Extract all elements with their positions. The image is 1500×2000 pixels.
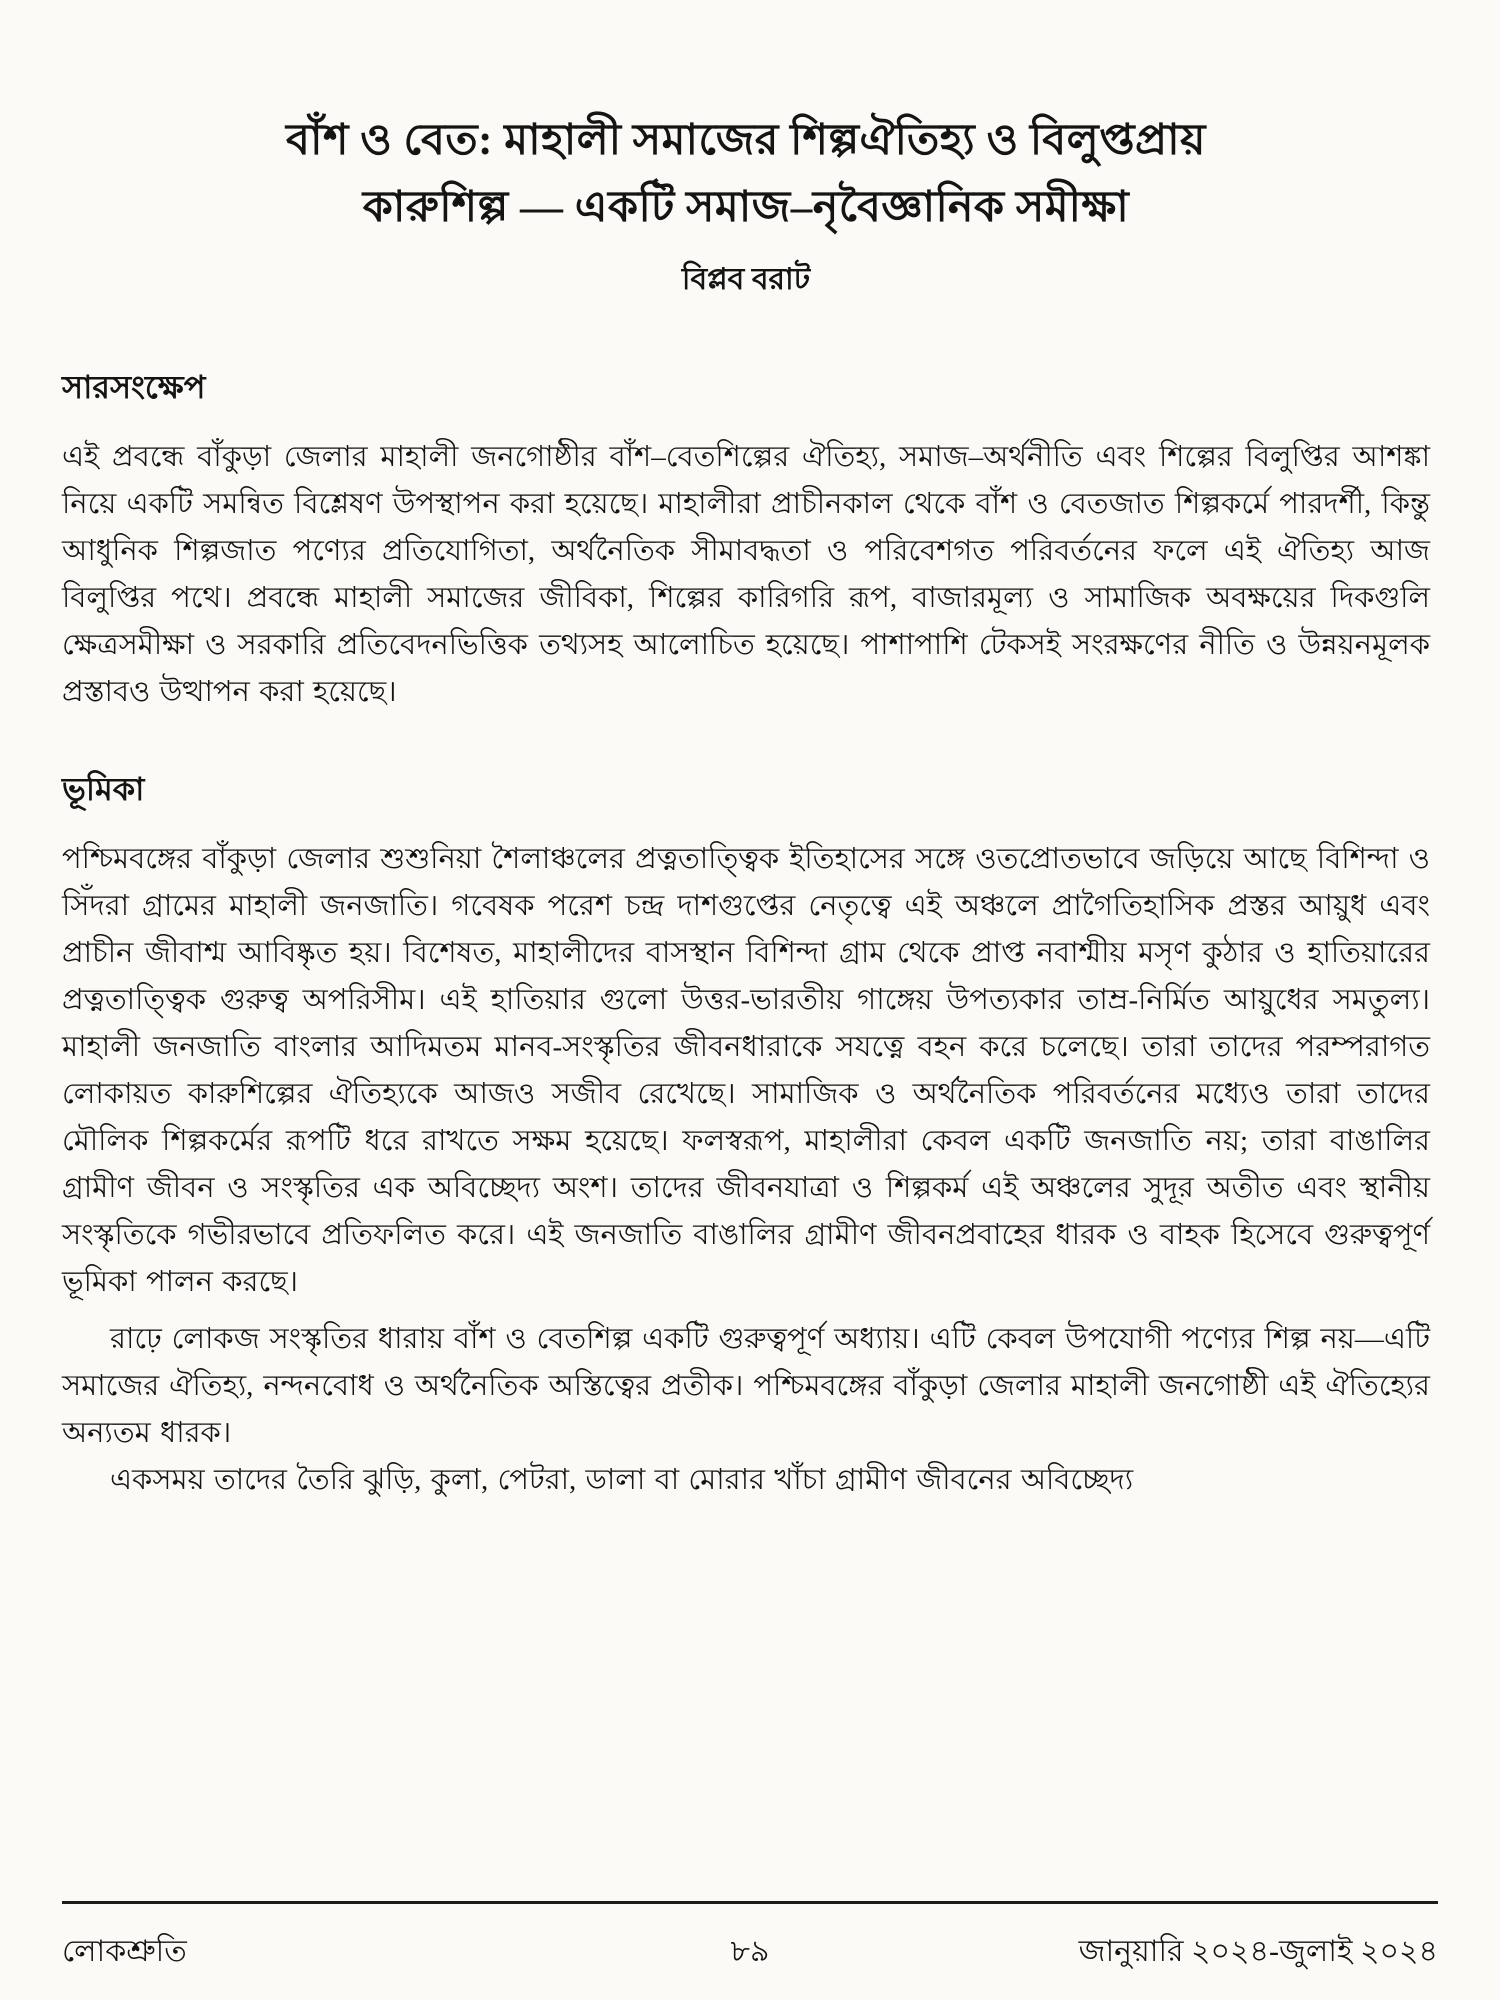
introduction-paragraph-1: পশ্চিমবঙ্গের বাঁকুড়া জেলার শুশুনিয়া শৈলাঞ্চলের প্রত্নতাত্ত্বিক ইতিহাসের সঙ্গে ওতপ্রোতভাবে জড়িয়ে আছে বিশিন্দা ও সিঁদরা গ্রামের মাহালী জনজাতি। গবেষক পরেশ চন্দ্র দাশগুপ্তের নেতৃত্বে এই অঞ্চলে প্রাগৈতিহাসিক প্রস্তর আয়ুধ এবং প্রাচীন জীবাশ্ম আবিষ্কৃত হয়। বিশেষত, মাহালীদের বাসস্থান বিশিন্দা গ্রাম থেকে প্রাপ্ত নবাশ্মীয় মসৃণ কুঠার ও হাতিয়ারের প্রত্নতাত্ত্বিক গুরুত্ব অপরিসীম। এই হাতিয়ার গুলো উত্তর-ভারতীয় গাঙ্গেয় উপত্যকার তাম্র-নির্মিত আয়ুধের সমতুল্য। মাহালী জনজাতি বাংলার আদিমতম মানব-সংস্কৃতির জীবনধারাকে সযত্নে বহন করে চলেছে। তারা তাদের পরম্পরাগত লোকায়ত কারুশিল্পের ঐতিহ্যকে আজও সজীব রেখেছে। সামাজিক ও অর্থনৈতিক পরিবর্তনের মধ্যেও তারা তাদের মৌলিক শিল্পকর্মের রূপটি ধরে রাখতে সক্ষম হয়েছে। ফলস্বরূপ, মাহালীরা কেবল একটি জনজাতি নয়; তারা বাঙালির গ্রামীণ জীবন ও সংস্কৃতির এক অবিচ্ছেদ্য অংশ। তাদের জীবনযাত্রা ও শিল্পকর্ম এই অঞ্চলের সুদূর অতীত এবং স্থানীয় সংস্কৃতিকে গভীরভাবে প্রতিফলিত করে। এই জনজাতি বাঙালির গ্রামীণ জীবনপ্রবাহের ধারক ও বাহক হিসেবে গুরুত্বপূর্ণ ভূমিকা পালন করছে। bbox=[62, 843, 1430, 1298]
introduction-paragraph-2: রাঢ়ে লোকজ সংস্কৃতির ধারায় বাঁশ ও বেতশিল্প একটি গুরুত্বপূর্ণ অধ্যায়। এটি কেবল উপযোগী পণ্যের শিল্প নয়—এটি সমাজের ঐতিহ্য, নন্দনবোধ ও অর্থনৈতিক অস্তিত্বের প্রতীক। পশ্চিমবঙ্গের বাঁকুড়া জেলার মাহালী জনগোষ্ঠী এই ঐতিহ্যের অন্যতম ধারক। bbox=[62, 1322, 1430, 1449]
abstract-body: এই প্রবন্ধে বাঁকুড়া জেলার মাহালী জনগোষ্ঠীর বাঁশ–বেতশিল্পের ঐতিহ্য, সমাজ–অর্থনীতি এবং শিল্পের বিলুপ্তির আশঙ্কা নিয়ে একটি সমন্বিত বিশ্লেষণ উপস্থাপন করা হয়েছে। মাহালীরা প্রাচীনকাল থেকে বাঁশ ও বেতজাত শিল্পকর্মে পারদর্শী, কিন্তু আধুনিক শিল্পজাত পণ্যের প্রতিযোগিতা, অর্থনৈতিক সীমাবদ্ধতা ও পরিবেশগত পরিবর্তনের ফলে এই ঐতিহ্য আজ বিলুপ্তির পথে। প্রবন্ধে মাহালী সমাজের জীবিকা, শিল্পের কারিগরি রূপ, বাজারমূল্য ও সামাজিক অবক্ষয়ের দিকগুলি ক্ষেত্রসমীক্ষা ও সরকারি প্রতিবেদনভিত্তিক তথ্যসহ আলোচিত হয়েছে। পাশাপাশি টেকসই সংরক্ষণের নীতি ও উন্নয়নমূলক প্রস্তাবও উত্থাপন করা হয়েছে। bbox=[62, 441, 1430, 709]
article-content bbox=[62, 0, 1430, 1504]
page-footer bbox=[62, 1934, 1438, 1978]
footer-divider bbox=[62, 1901, 1438, 1904]
article-title-line-2: কারুশিল্প — একটি সমাজ–নৃবৈজ্ঞানিক সমীক্ষা bbox=[362, 183, 1130, 231]
article-title-block bbox=[62, 108, 1430, 306]
footer-journal-name: লোকশ্রুতি bbox=[62, 1935, 187, 1968]
footer-issue-date: জানুয়ারি ২০২৪-জুলাই ২০২৪ bbox=[1078, 1935, 1438, 1968]
introduction-paragraph-3: একসময় তাদের তৈরি ঝুড়ি, কুলা, পেটরা, ডালা বা মোরার খাঁচা গ্রামীণ জীবনের অবিচ্ছেদ্য bbox=[110, 1463, 1134, 1496]
footer-page-number: ৮৯ bbox=[730, 1935, 770, 1968]
article-title-line-1: বাঁশ ও বেত: মাহালী সমাজের শিল্পঐতিহ্য ও বিলুপ্তপ্রায় bbox=[286, 117, 1206, 164]
abstract-heading: সারসংক্ষেপ bbox=[62, 369, 206, 406]
author-name: বিপ্লব বরাট bbox=[681, 263, 811, 297]
introduction-heading: ভূমিকা bbox=[62, 771, 145, 808]
